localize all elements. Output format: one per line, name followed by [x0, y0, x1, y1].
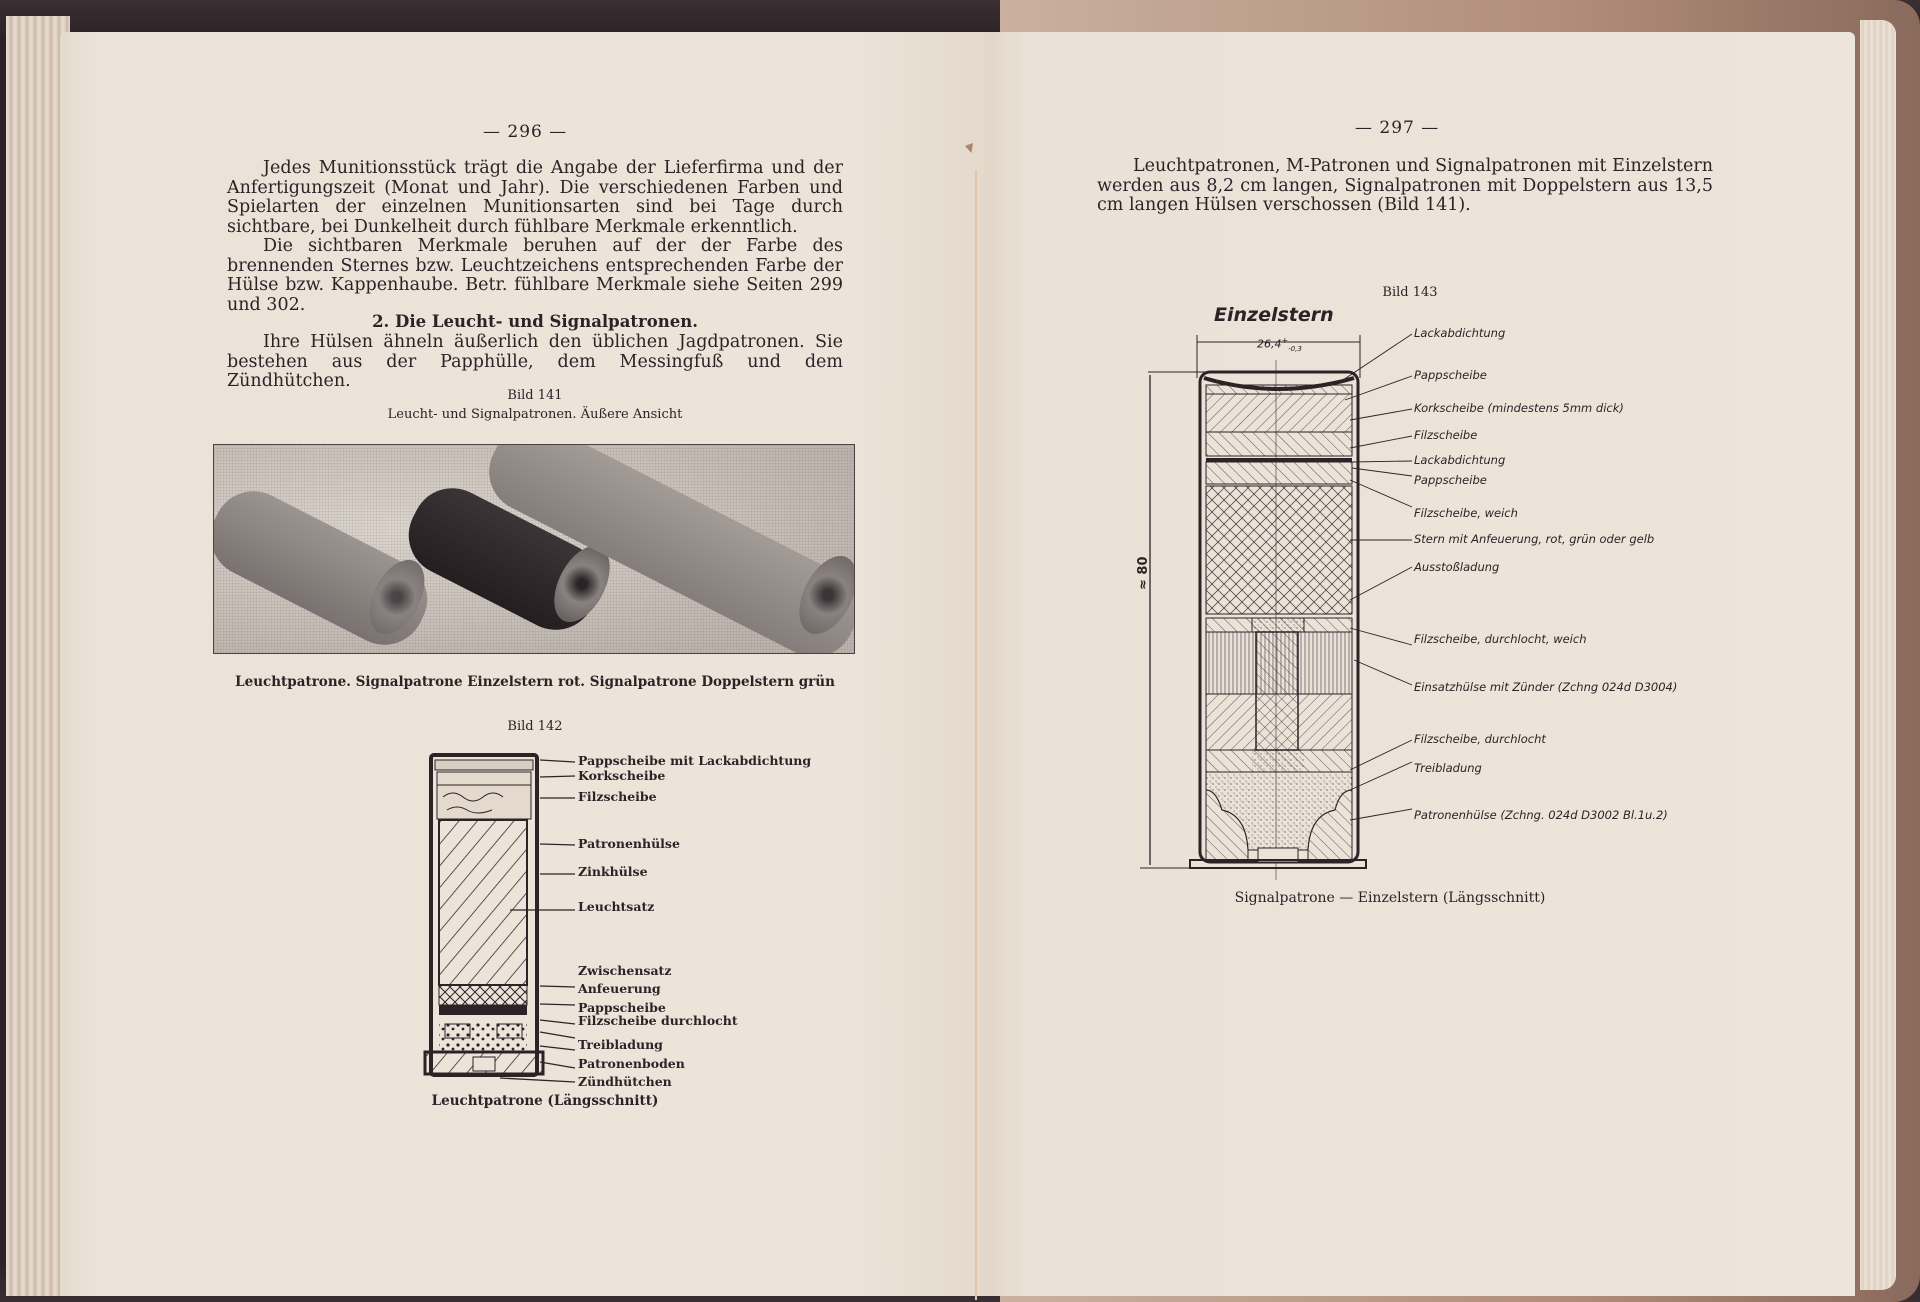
right-page [985, 32, 1855, 1296]
callout-label: Filzscheibe [578, 789, 657, 804]
callout-label: Zinkhülse [578, 864, 648, 879]
drawing-title: Einzelstern [1214, 304, 1334, 326]
callout-label: Lackabdichtung [1414, 453, 1506, 467]
paragraph: Leuchtpatronen, M-Patronen und Signalpatronen mit Einzelstern werden aus 8,2 cm langen, Signalpatronen mit Doppelstern aus 13,5 cm langen Hülsen verschossen (Bild 141). [1097, 156, 1713, 215]
figure-141-photo [213, 444, 855, 654]
callout-label: Anfeuerung [578, 981, 661, 996]
figure-142-leaders [540, 752, 580, 1092]
callout-label: Patronenhülse [578, 836, 680, 851]
callout-label: Stern mit Anfeuerung, rot, grün oder gelb [1414, 532, 1655, 546]
callout-label: Zündhütchen [578, 1074, 672, 1089]
figure-143-label: Bild 143 [1382, 285, 1438, 300]
callout-label: Filzscheibe, durchlocht, weich [1414, 632, 1587, 646]
callout-label: Filzscheibe durchlocht [578, 1013, 738, 1028]
paragraph: Die sichtbaren Merkmale beruhen auf der der Farbe des brennenden Sternes bzw. Leuchtzeichens entsprechenden Farbe der Hülse bzw. Kappenhaube. Betr. fühlbare Merkmale siehe Seiten 299 und 302. [227, 236, 843, 315]
page-number-left: — 296 — [483, 122, 568, 142]
callout-label: Filzscheibe, weich [1414, 506, 1518, 520]
page-number-right: — 297 — [1355, 118, 1440, 138]
callout-label: Patronenhülse (Zchng. 024d D3002 Bl.1u.2) [1414, 808, 1668, 822]
section-text [227, 333, 843, 392]
section-heading: 2. Die Leucht- und Signalpatronen. [372, 312, 698, 331]
intro-text [227, 159, 843, 315]
dimension-height: ≈ 80 [1136, 556, 1151, 590]
callout-label: Pappscheibe [578, 1000, 666, 1015]
callout-label: Leuchtsatz [578, 899, 655, 914]
callout-label: Ausstoßladung [1414, 560, 1500, 574]
callout-label: Pappscheibe [1414, 368, 1487, 382]
figure-142-caption: Leuchtpatrone (Längsschnitt) [431, 1093, 659, 1109]
figure-142-label: Bild 142 [507, 719, 563, 734]
paragraph: Ihre Hülsen ähneln äußerlich den üblichen Jagdpatronen. Sie bestehen aus der Papphülle, dem Messingfuß und dem Zündhütchen. [227, 332, 843, 391]
callout-label: Patronenboden [578, 1056, 685, 1071]
callout-label: Lackabdichtung [1414, 326, 1506, 340]
figure-143-caption: Signalpatrone — Einzelstern (Längsschnitt) [1234, 890, 1546, 906]
dimension-tol-lower: -0,3 [1288, 344, 1302, 353]
right-text [1097, 157, 1713, 216]
callout-label: Korkscheibe (mindestens 5mm dick) [1414, 401, 1624, 415]
figure-141-caption: Leuchtpatrone. Signalpatrone Einzelstern rot. Signalpatrone Doppelstern grün [235, 674, 835, 690]
callout-label: Zwischensatz [578, 963, 672, 978]
page-stack-right [1860, 20, 1896, 1290]
figure-141-label: Bild 141 [507, 388, 563, 403]
figure-141-title: Leucht- und Signalpatronen. Äußere Ansicht [387, 407, 683, 422]
callout-label: Korkscheibe [578, 768, 666, 783]
figure-143-leaders [1340, 330, 1420, 830]
dimension-width-value: 26,4 [1257, 337, 1282, 351]
paragraph: Jedes Munitionsstück trägt die Angabe der Lieferfirma und der Anfertigungszeit (Monat und Jahr). Die verschiedenen Farben und Spielarten der einzelnen Munitionsarten sind bei Tage durch sichtbare, bei Dunkelheit durch fühlbare Merkmale erkenntlich. [227, 158, 843, 237]
callout-label: Pappscheibe [1414, 473, 1487, 487]
callout-label: Einsatzhülse mit Zünder (Zchng 024d D3004) [1414, 680, 1678, 694]
callout-label: Pappscheibe mit Lackabdichtung [578, 753, 812, 768]
callout-label: Filzscheibe [1414, 428, 1478, 442]
dimension-tol-upper: + [1281, 336, 1289, 345]
callout-label: Filzscheibe, durchlocht [1414, 732, 1546, 746]
callout-label: Treibladung [1414, 761, 1482, 775]
gutter-line [975, 170, 977, 1300]
callout-label: Treibladung [578, 1037, 663, 1052]
